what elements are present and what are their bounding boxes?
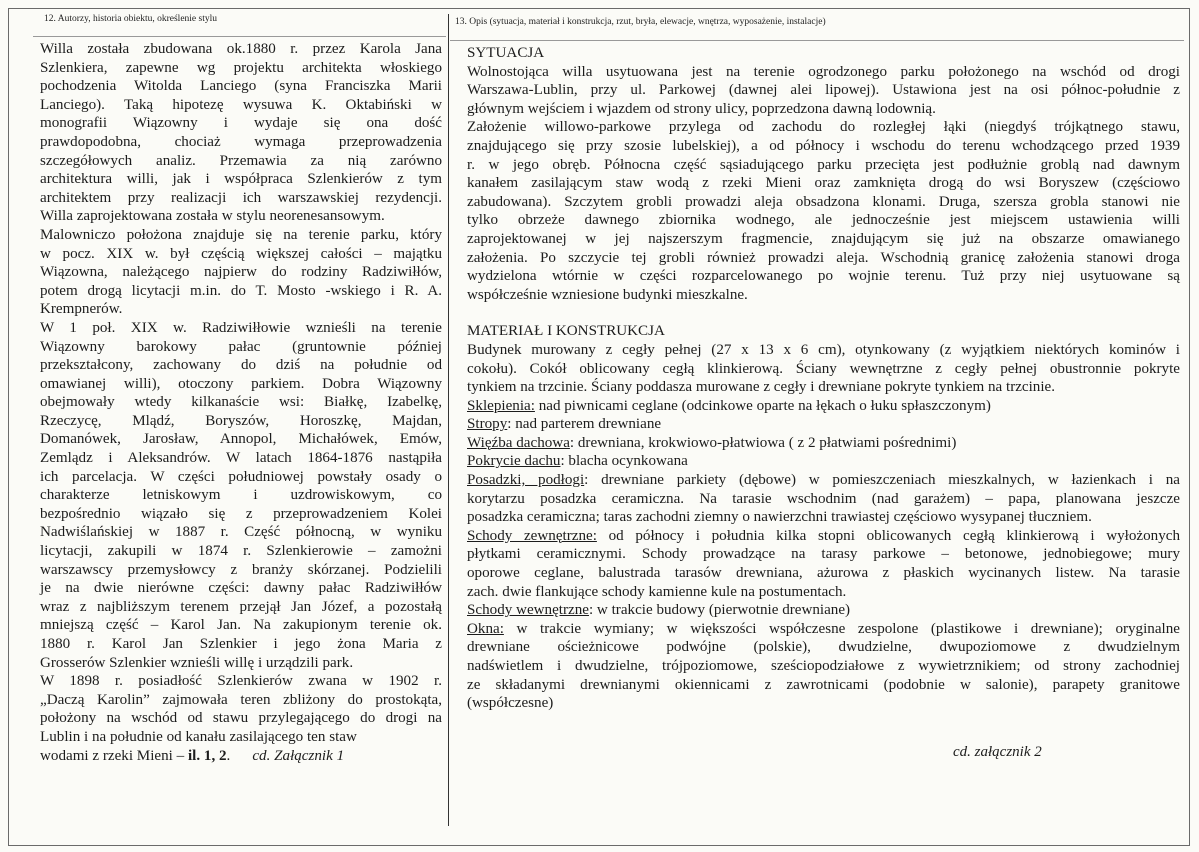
header-rule-left xyxy=(33,36,446,37)
text-line: znajdującego się przy szosie lubelskiej), a od północy i wschodu do terenu wchodzącego przed 1939 xyxy=(467,137,1180,154)
text-line: pochodzenia Witolda Lanciego (syna Franciszka Marii xyxy=(40,78,442,95)
text-line: przekształcony, zachowany do dziś na południe od xyxy=(40,357,442,374)
sklepienia-line xyxy=(467,397,1180,416)
posadzki-label: Posadzki, podłogi xyxy=(467,472,585,489)
text-line: W 1898 r. posiadłość Szlenkierów zwana w 1902 r. xyxy=(40,673,442,690)
text-line: mniejszą część – Karol Jan. Na zakupionym terenie ok. xyxy=(40,617,442,634)
history-paragraph xyxy=(40,672,442,746)
text-line: korytarzu posadzka ceramiczna. Na tarasie wschodnim (nad garażem) – papa, planowana jeszcze xyxy=(467,490,1180,507)
text-line: ze składanymi drewnianymi okiennicami z zawrotnicami (podobnie w salonie), parapety granitowe xyxy=(467,676,1180,693)
text-line: r. w jego obręb. Północna część sąsiadującego parku przecięta jest podłużnie groblą nad dawnym xyxy=(467,156,1180,173)
text-line: Willa zaprojektowana została w stylu neorenesansowym. xyxy=(40,208,385,225)
stropy-text: : nad parterem drewniane xyxy=(507,416,662,433)
schody-zew-text: od północy i południa kilka stopni oblicowanych cegłą klinkierową i wyłożonych xyxy=(596,527,1180,544)
text-line: kanałem zasilającym staw wodą z rzeki Mieni oraz zamknięta drogą do wsi Boryszew (częściowo xyxy=(467,175,1180,192)
section-13-header: 13. Opis (sytuacja, materiał i konstrukcja, rzut, bryła, elewacje, wnętrza, wyposażenie, instalacje) xyxy=(455,17,826,27)
text-line: Rzeczycę, Mlądź, Boryszów, Horoszkę, Majdan, xyxy=(40,412,442,429)
text-line: „Daczą Karolin” zajmowała teren zbliżony do prostokąta, xyxy=(40,691,442,708)
text-line: Wiązowna, należącego najpierw do rodziny Radziwiłłów, xyxy=(40,264,442,281)
okna-text: w trakcie wymiany; w większości współczesne zespolone (plastikowe i drewniane); oryginalne xyxy=(503,620,1180,637)
text-line: ich parcelacja. W części południowej powstały osady o xyxy=(40,468,442,485)
stropy-label: Stropy xyxy=(467,416,508,433)
text-line: charakterze letniskowym i uzdrowiskowym, co xyxy=(40,487,442,504)
schody-zew-paragraph xyxy=(467,545,1180,601)
sytuacja-paragraph xyxy=(467,63,1180,119)
stropy-line xyxy=(467,415,1180,434)
header-rule-right xyxy=(450,40,1184,41)
text-line: położony na wschód od stawu przylegającego do drogi na xyxy=(40,710,442,727)
text-line: Warszawa-Lublin, przy ul. Parkowej (dawnej alei lipowej). Ustawiona jest na osi północ-południe z xyxy=(467,82,1180,99)
text-line: wydzielona wtórnie w części rozparcelowanego po wojnie terenu. Tuż przy niej usytuowane są xyxy=(467,268,1180,285)
sklepienia-text: nad piwnicami ceglane (odcinkowe oparte na łękach o łuku spłaszczonym) xyxy=(534,397,991,414)
okna-line xyxy=(467,620,1180,639)
text-line: Wolnostojąca willa usytuowana jest na terenie ogrodzonego parku położonego na wschód od drogi xyxy=(467,63,1180,80)
schody-zew-label: Schody zewnętrzne: xyxy=(467,527,597,544)
text-line: Grosserów Szlenkier wznieśli willę i urządzili park. xyxy=(40,654,354,671)
text-line: tylko obrzeże dawnego zbiornika wodnego, ale jednocześnie jest miejscem ustawienia willi xyxy=(467,212,1180,229)
pokrycie-line xyxy=(467,452,1180,471)
wiezba-label: Więźba dachowa xyxy=(467,434,570,451)
text-line: Malowniczo położona znajduje się na terenie parku, który xyxy=(40,226,442,243)
posadzki-text: : drewniane parkiety (dębowe) w pomieszczeniach mieszkalnych, w łazienkach i na xyxy=(584,472,1180,489)
sytuacja-paragraph xyxy=(467,118,1180,304)
okna-last-line: (współczesne) xyxy=(467,695,554,712)
text-line: monografii Wiązowny i wydaje się ona dość xyxy=(40,115,442,132)
text-line: warszawscy przemysłowcy z branży skórzanej. Podzielili xyxy=(40,561,442,578)
column-divider xyxy=(448,14,449,826)
text-line: Willa została zbudowana ok.1880 r. przez Karola Jana xyxy=(40,41,442,57)
pokrycie-label: Pokrycie dachu xyxy=(467,453,561,470)
text-line: zach. dwie flankujące schody kamienne kule na postumentach. xyxy=(467,583,847,600)
text-line: Zemlądz i Aleksandrów. W latach 1864-1876 nastąpiła xyxy=(40,450,442,467)
text-line: cokołu). Cokół oblicowany cegłą klinkierową. Ściany wewnętrzne z cegły pełnej obustronnie pokryte xyxy=(467,360,1180,377)
history-paragraph xyxy=(40,226,442,319)
continuation-note: cd. Załącznik 1 xyxy=(252,747,345,764)
text-line: zabudowana). Szczytem grobli prowadzi aleja obsadzona klonami. Druga, szersza grobla stanowi nie xyxy=(467,193,1180,210)
text-line: Szlenkiera, zapewne wg projektu architekta włoskiego xyxy=(40,59,442,76)
schody-wew-label: Schody wewnętrzne xyxy=(467,602,589,619)
history-column xyxy=(40,40,442,765)
pokrycie-text: : blacha ocynkowana xyxy=(560,453,688,470)
continuation-note-right: cd. załącznik 2 xyxy=(953,744,1042,760)
section-heading-sytuacja: SYTUACJA xyxy=(467,45,545,61)
text-line: płytkami ceramicznymi. Schody prowadzące na tarasy parkowe – betonowe, jednobiegowe; mury xyxy=(467,546,1180,563)
text-line: potem drogą licytacji m.in. do T. Mosto -wskiego i R. A. xyxy=(40,282,442,299)
text-line: Budynek murowany z cegły pełnej (27 x 13 x 6 cm), otynkowany (z wyjątkiem niektórych kominów i xyxy=(467,341,1180,358)
okna-paragraph xyxy=(467,638,1180,694)
posadzki-paragraph xyxy=(467,490,1180,527)
text-line: głównym wejściem i wjazdem od strony ulicy, poprzedzona dawną lodownią. xyxy=(467,100,936,117)
text-line: Lublin i na południe od kanału zasilającego ten staw xyxy=(40,728,357,745)
text-line: posadzka ceramiczna; taras zachodni ziemny o nawierzchni trawiastej częściowo wysypanej tłuczniem. xyxy=(467,509,1092,526)
text-line: prawdopodobna, chociaż wymaga przeprowadzenia xyxy=(40,133,442,150)
text-line: wraz z najbliższym terenem przejął Jan Józef, a pozostałą xyxy=(40,598,442,615)
text-line: Nadwiślańskiej w 1887 r. Część północną, w wyniku xyxy=(40,524,442,541)
text-line: w pocz. XIX w. był częścią większej całości – majątku xyxy=(40,245,442,262)
text-line: Wiązowny barokowy pałac (gruntownie później xyxy=(40,338,442,355)
history-paragraph xyxy=(40,319,442,672)
text-line: szczegółowych analiz. Przemawia za nią zarówno xyxy=(40,152,442,169)
description-column xyxy=(467,44,1180,713)
text-line: oporowe ceglane, balustrada tarasów drewniana, ażurowa z płaskich wycinanych listew. Na tarasie xyxy=(467,565,1180,582)
text-line: omawianej willi), otoczony parkiem. Dobra Wiązowny xyxy=(40,375,442,392)
illustration-ref: il. 1, 2 xyxy=(187,747,227,764)
text-line: Lanciego). Taką hipotezę wysuwa K. Oktabiński w xyxy=(40,96,442,113)
text-line: współcześnie wzniesione budynki mieszkalne. xyxy=(467,286,748,303)
history-paragraph-end xyxy=(40,747,442,766)
text-line: nadświetlem i dwudzielne, trójpoziomowe, sześciopodziałowe z wywietrznikiem; od strony zachodniej xyxy=(467,658,1180,674)
text-line: drewniane ościeżnicowe podwójne (polskie), dwudzielne, dwupoziomowe z dwudzielnym xyxy=(467,639,1180,656)
text-line: zaprojektowanej w jej najszerszym fragmencie, znajdującym się już na obszarze omawianego xyxy=(467,230,1180,247)
posadzki-line xyxy=(467,471,1180,490)
text-line: Założenie willowo-parkowe przylega od zachodu do rozległej łąki (niegdyś trójkątnego stawu, xyxy=(467,119,1180,136)
text-line: Krempnerów. xyxy=(40,301,123,318)
text-line: tynkiem na trzcinie. Ściany poddasza murowane z cegły i drewniane pokryte tynkiem na trzcinie. xyxy=(467,379,1056,396)
text-line: architektura willi, jak i współpraca Szlenkierów z tym xyxy=(40,171,442,188)
text-line: założenia. Po szczycie tej grobli również prowadzi aleja. Wschodnią granicę założenia stanowi droga xyxy=(467,249,1180,266)
text-line: bezpośrednio wiązało się z przeprowadzeniem Kolei xyxy=(40,505,442,522)
text-line: licytacji, zakupili w 1874 r. Szlenkierowie – zamożni xyxy=(40,543,442,560)
okna-label: Okna: xyxy=(467,620,504,637)
text-line: 1880 r. Karol Jan Szlenkier i jego żona Maria z xyxy=(40,636,442,652)
section-heading-material: MATERIAŁ I KONSTRUKCJA xyxy=(467,323,665,340)
material-paragraph xyxy=(467,341,1180,397)
text-line: obejmowały wtedy kilkanaście wsi: Białkę, Izabelkę, xyxy=(40,394,442,411)
history-text: . xyxy=(226,747,231,764)
wiezba-line xyxy=(467,434,1180,453)
schody-wew-text: : w trakcie budowy (pierwotnie drewniane) xyxy=(588,602,851,619)
schody-wew-line xyxy=(467,601,1180,620)
history-text: wodami z rzeki Mieni – xyxy=(40,747,188,764)
sklepienia-label: Sklepienia: xyxy=(467,397,535,414)
section-12-header: 12. Autorzy, historia obiektu, określenie stylu xyxy=(44,14,217,24)
schody-zew-line xyxy=(467,527,1180,546)
text-line: je na dwie nierówne części: dawny pałac Radziwiłłów xyxy=(40,580,442,597)
history-paragraph xyxy=(40,40,442,226)
text-line: Domanówek, Jarosław, Annopol, Michałówek, Emów, xyxy=(40,431,442,448)
text-line: W 1 poł. XIX w. Radziwiłłowie wznieśli na terenie xyxy=(40,319,442,336)
text-line: architektem przy realizacji ich warszawskiej rezydencji. xyxy=(40,189,442,206)
wiezba-text: : drewniana, krokwiowo-płatwiowa ( z 2 płatwiami pośrednimi) xyxy=(569,434,957,451)
